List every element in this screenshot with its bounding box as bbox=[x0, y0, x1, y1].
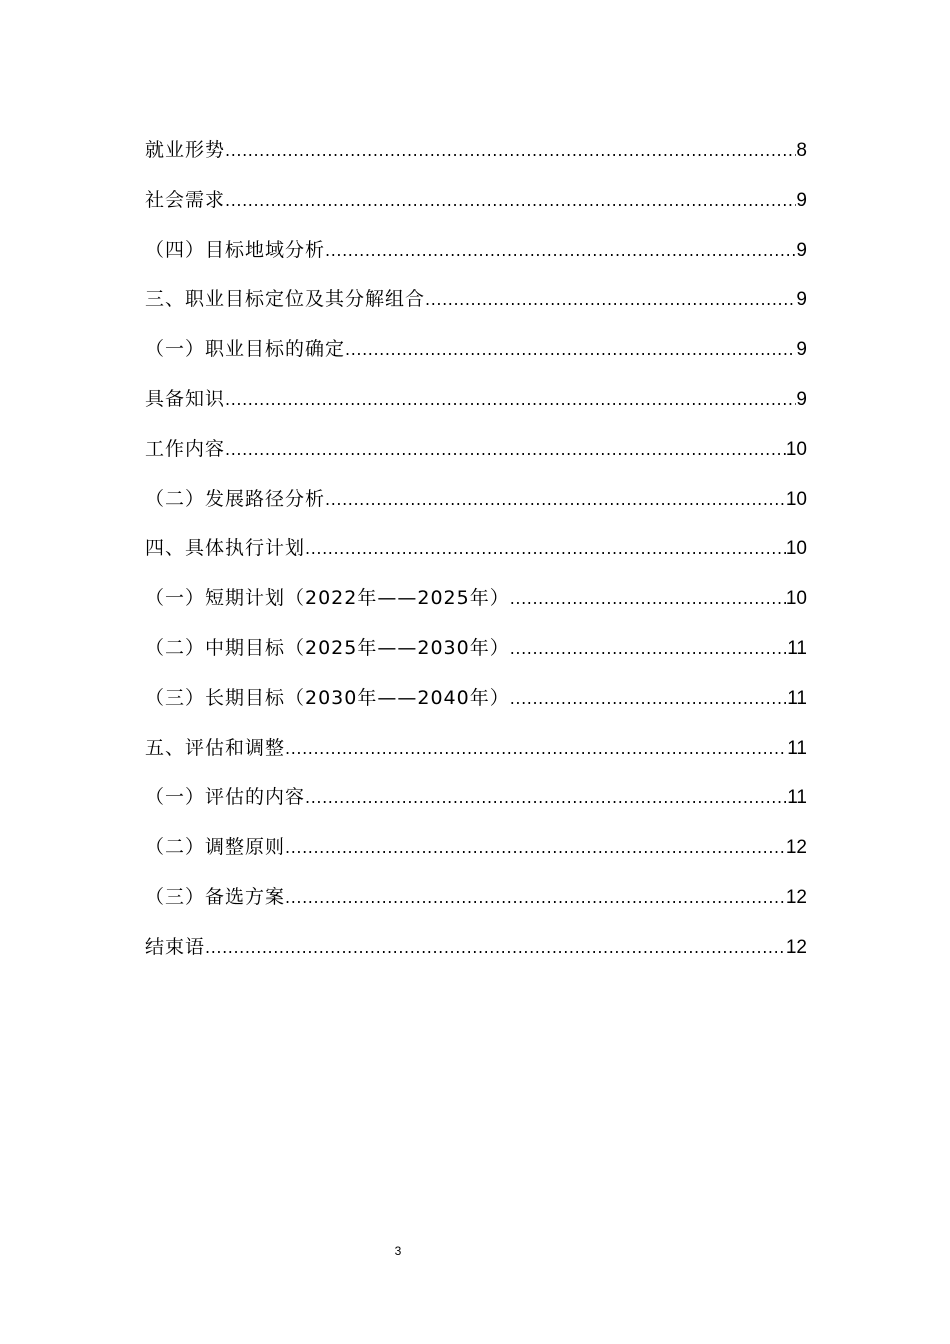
toc-dot-leader bbox=[225, 181, 796, 221]
toc-dot-leader bbox=[285, 729, 787, 769]
toc-entry-title: 三、职业目标定位及其分解组合 bbox=[145, 288, 426, 311]
toc-entry[interactable] bbox=[145, 578, 807, 628]
toc-entry-title: （三）备选方案 bbox=[145, 885, 286, 908]
toc-entry[interactable] bbox=[145, 827, 807, 877]
toc-entry-title: （二）中期目标（2025年——2030年） bbox=[145, 636, 510, 659]
toc-dot-leader bbox=[425, 280, 796, 320]
toc-entry[interactable] bbox=[145, 230, 807, 280]
toc-entry-title: （一）短期计划（2022年——2025年） bbox=[145, 587, 510, 610]
toc-dot-leader bbox=[205, 928, 786, 968]
toc-entry-title: 四、具体执行计划 bbox=[145, 537, 306, 560]
toc-entry-title: 结束语 bbox=[145, 935, 206, 958]
toc-dot-leader bbox=[285, 878, 786, 918]
toc-entry-page: 11 bbox=[787, 737, 807, 759]
toc-entry[interactable] bbox=[145, 728, 807, 778]
toc-entry-title: （一）职业目标的确定 bbox=[145, 338, 346, 361]
toc-dot-leader bbox=[345, 330, 796, 370]
toc-entry-page: 10 bbox=[785, 438, 807, 460]
toc-dot-leader bbox=[510, 679, 788, 719]
toc-entry[interactable] bbox=[145, 130, 807, 180]
toc-dot-leader bbox=[225, 380, 796, 420]
toc-dot-leader bbox=[225, 430, 786, 470]
toc-dot-leader bbox=[285, 828, 786, 868]
toc-dot-leader bbox=[510, 629, 788, 669]
toc-entry[interactable] bbox=[145, 927, 807, 977]
toc-entry-page: 12 bbox=[785, 886, 807, 908]
toc-entry[interactable] bbox=[145, 329, 807, 379]
toc-entry-page: 11 bbox=[787, 687, 807, 709]
toc-entry[interactable] bbox=[145, 777, 807, 827]
toc-entry-title: （二）调整原则 bbox=[145, 836, 286, 859]
toc-entry-page: 9 bbox=[796, 388, 807, 410]
toc-entry[interactable] bbox=[145, 379, 807, 429]
toc-entry-title: 社会需求 bbox=[145, 188, 226, 211]
toc-entry[interactable] bbox=[145, 279, 807, 329]
toc-dot-leader bbox=[325, 480, 786, 520]
toc-entry[interactable] bbox=[145, 877, 807, 927]
toc-entry[interactable] bbox=[145, 180, 807, 230]
toc-entry-page: 8 bbox=[796, 140, 807, 161]
toc-dot-leader bbox=[510, 579, 786, 619]
toc-entry-page: 9 bbox=[796, 339, 807, 361]
toc-entry-page: 9 bbox=[796, 289, 807, 311]
toc-entry-title: （二）发展路径分析 bbox=[145, 487, 326, 510]
toc-entry[interactable] bbox=[145, 429, 807, 479]
toc-dot-leader bbox=[225, 131, 796, 171]
toc-entry-title: 工作内容 bbox=[145, 437, 226, 460]
toc-entry[interactable] bbox=[145, 479, 807, 529]
toc-entry-title: 就业形势 bbox=[145, 139, 226, 161]
toc-entry-title: 具备知识 bbox=[145, 387, 226, 410]
toc-entry[interactable] bbox=[145, 678, 807, 728]
toc-entry-title: （四）目标地域分析 bbox=[145, 238, 326, 261]
toc-entry-page: 10 bbox=[785, 588, 807, 610]
table-of-contents bbox=[145, 130, 807, 977]
toc-entry-title: （三）长期目标（2030年——2040年） bbox=[145, 686, 510, 709]
toc-entry-title: 五、评估和调整 bbox=[145, 736, 286, 759]
toc-entry-page: 12 bbox=[785, 936, 807, 958]
toc-entry-page: 12 bbox=[785, 837, 807, 859]
toc-entry-page: 11 bbox=[787, 787, 807, 809]
toc-entry[interactable] bbox=[145, 628, 807, 678]
page-number: 3 bbox=[394, 1244, 402, 1258]
toc-entry-page: 11 bbox=[787, 637, 807, 659]
toc-entry[interactable] bbox=[145, 528, 807, 578]
toc-dot-leader bbox=[305, 778, 787, 818]
toc-dot-leader bbox=[325, 231, 796, 271]
toc-entry-page: 10 bbox=[785, 488, 807, 510]
toc-dot-leader bbox=[305, 529, 786, 569]
toc-entry-page: 9 bbox=[796, 239, 807, 261]
toc-entry-title: （一）评估的内容 bbox=[145, 786, 306, 809]
toc-entry-page: 10 bbox=[785, 538, 807, 560]
toc-entry-page: 9 bbox=[796, 189, 807, 211]
